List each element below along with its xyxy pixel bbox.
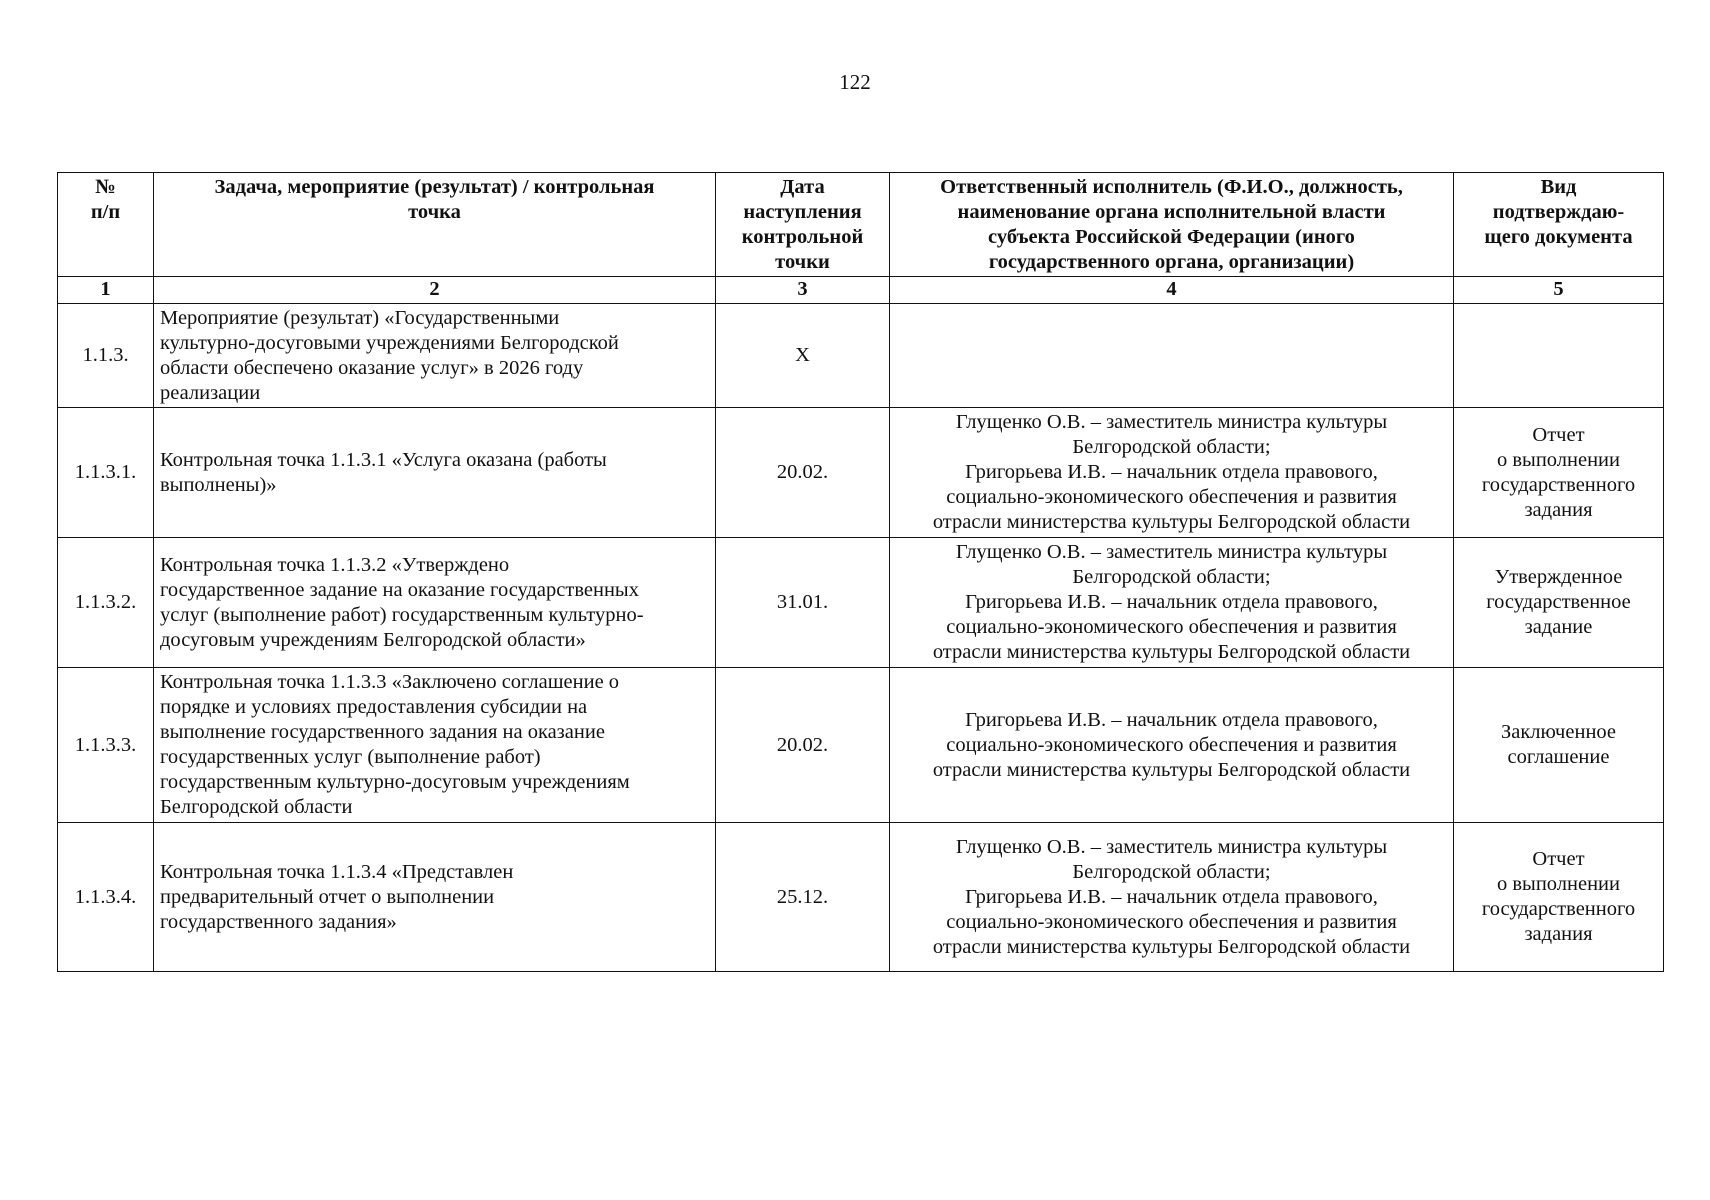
row-responsible: Глущенко О.В. – заместитель министра культуры Белгородской области; Григорьева И.В. – начальник отдела правового, социально-экономического обеспечения и развития отрасли министерства культуры Белгородской области <box>890 823 1454 972</box>
row-number: 1.1.3.3. <box>58 668 154 823</box>
column-number: 4 <box>890 277 1454 304</box>
header-responsible: Ответственный исполнитель (Ф.И.О., должность, наименование органа исполнительной власти субъекта Российской Федерации (иного государственного органа, организации) <box>890 173 1454 277</box>
row-number: 1.1.3.4. <box>58 823 154 972</box>
table-row <box>58 304 1664 408</box>
column-number: 2 <box>154 277 716 304</box>
control-points-table <box>57 172 1664 972</box>
row-date: 20.02. <box>716 668 890 823</box>
row-document: Отчет о выполнении государственного задания <box>1454 408 1664 538</box>
row-task: Контрольная точка 1.1.3.1 «Услуга оказана (работы выполнены)» <box>154 408 716 538</box>
column-number-row <box>58 277 1664 304</box>
table-row <box>58 538 1664 668</box>
row-task: Мероприятие (результат) «Государственными культурно-досуговыми учреждениями Белгородской области обеспечено оказание услуг» в 2026 году реализации <box>154 304 716 408</box>
header-document: Вид подтверждаю- щего документа <box>1454 173 1664 277</box>
row-document: Отчет о выполнении государственного задания <box>1454 823 1664 972</box>
column-number: 3 <box>716 277 890 304</box>
row-task: Контрольная точка 1.1.3.3 «Заключено соглашение о порядке и условиях предоставления субсидии на выполнение государственного задания на оказание государственных услуг (выполнение работ) государственным культурно-досуговым учреждениям Белгородской области <box>154 668 716 823</box>
row-date: Х <box>716 304 890 408</box>
table-row <box>58 823 1664 972</box>
header-date: Дата наступления контрольной точки <box>716 173 890 277</box>
header-number: № п/п <box>58 173 154 277</box>
row-number: 1.1.3.2. <box>58 538 154 668</box>
row-date: 31.01. <box>716 538 890 668</box>
row-date: 25.12. <box>716 823 890 972</box>
row-responsible <box>890 304 1454 408</box>
header-task: Задача, мероприятие (результат) / контрольная точка <box>154 173 716 277</box>
row-document: Заключенное соглашение <box>1454 668 1664 823</box>
header-row <box>58 173 1664 277</box>
row-number: 1.1.3. <box>58 304 154 408</box>
row-task: Контрольная точка 1.1.3.4 «Представлен предварительный отчет о выполнении государственного задания» <box>154 823 716 972</box>
column-number: 5 <box>1454 277 1664 304</box>
row-responsible: Глущенко О.В. – заместитель министра культуры Белгородской области; Григорьева И.В. – начальник отдела правового, социально-экономического обеспечения и развития отрасли министерства культуры Белгородской области <box>890 538 1454 668</box>
page-number: 122 <box>839 70 871 94</box>
row-date: 20.02. <box>716 408 890 538</box>
table-row <box>58 408 1664 538</box>
table-row <box>58 668 1664 823</box>
row-task: Контрольная точка 1.1.3.2 «Утверждено государственное задание на оказание государственных услуг (выполнение работ) государственным культурно- досуговым учреждениям Белгородской области» <box>154 538 716 668</box>
row-document <box>1454 304 1664 408</box>
row-responsible: Григорьева И.В. – начальник отдела правового, социально-экономического обеспечения и развития отрасли министерства культуры Белгородской области <box>890 668 1454 823</box>
row-document: Утвержденное государственное задание <box>1454 538 1664 668</box>
column-number: 1 <box>58 277 154 304</box>
row-number: 1.1.3.1. <box>58 408 154 538</box>
row-responsible: Глущенко О.В. – заместитель министра культуры Белгородской области; Григорьева И.В. – начальник отдела правового, социально-экономического обеспечения и развития отрасли министерства культуры Белгородской области <box>890 408 1454 538</box>
